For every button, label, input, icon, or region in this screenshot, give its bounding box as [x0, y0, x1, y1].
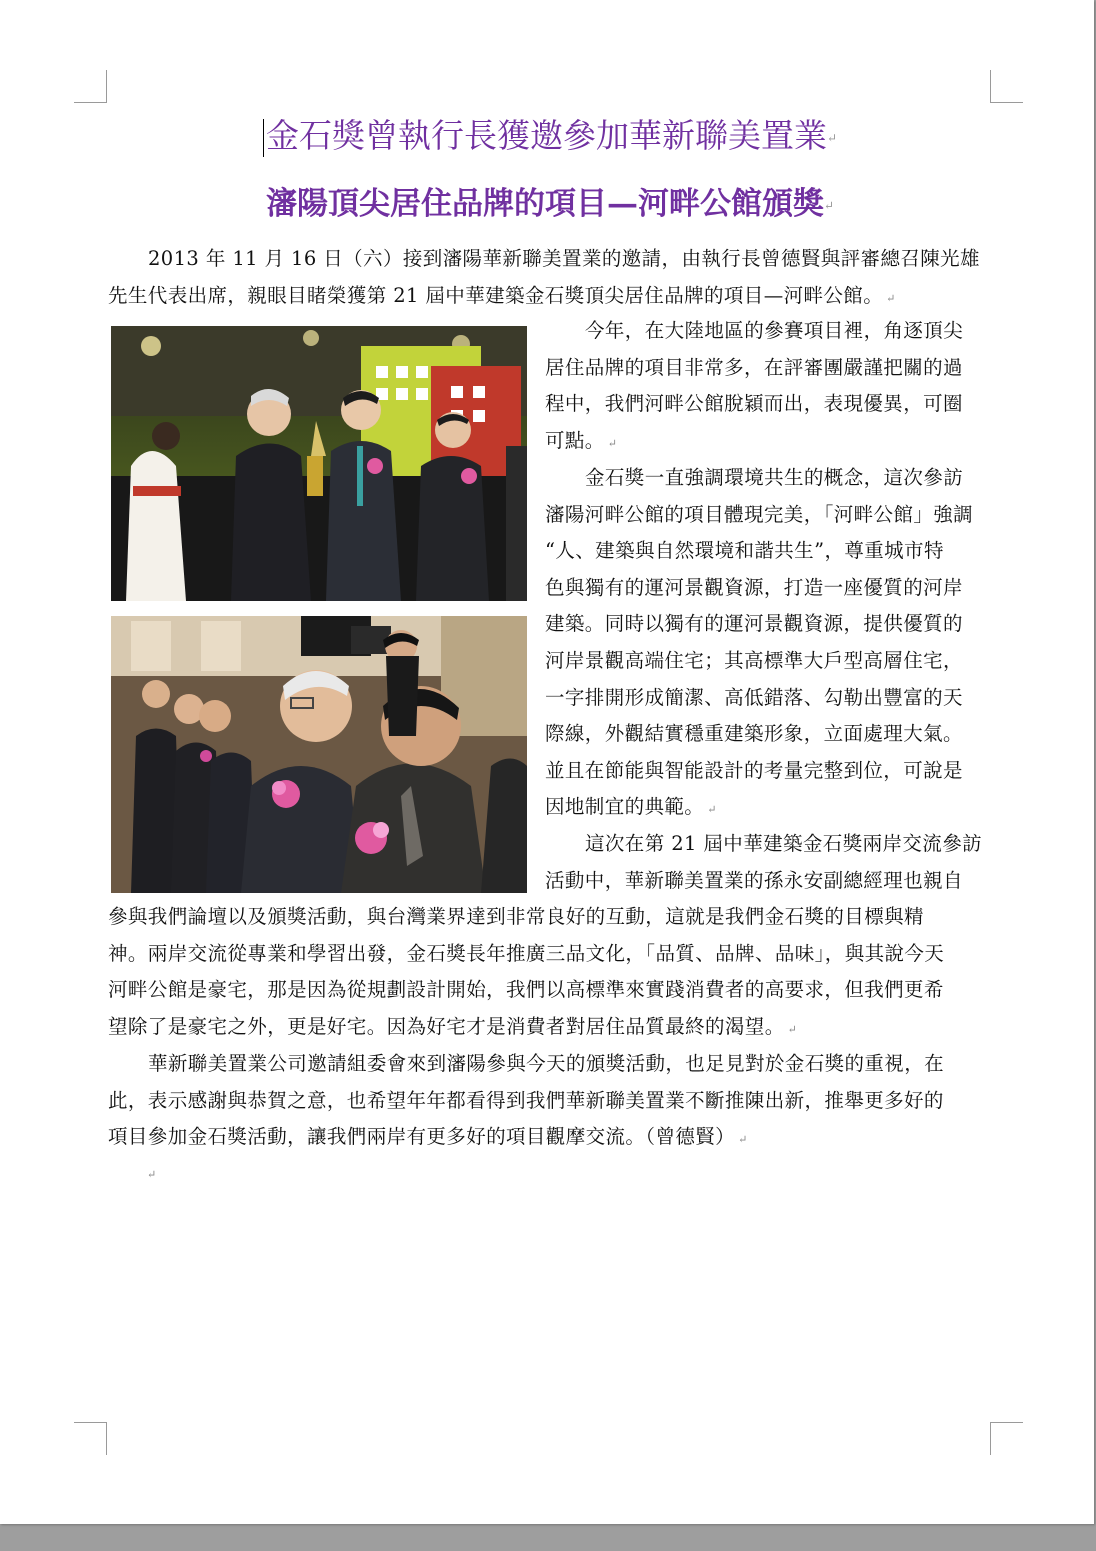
text-line: 河畔公館是豪宅，那是因為從規劃設計開始，我們以高標準來實踐消費者的高要求，但我們更希 — [108, 978, 944, 1002]
paragraph-4[interactable] — [108, 1046, 992, 1156]
text-line: 神。兩岸交流從專業和學習出發，金石獎長年推廣三品文化，「品質、品牌、品味」，與其說今天 — [108, 941, 945, 965]
paragraph-mark-icon: ↵ — [823, 198, 835, 213]
text-line: 項目參加金石獎活動，讓我們兩岸有更多好的項目觀摩交流。（曾德賢） ↵ — [108, 1125, 748, 1149]
text-line: 這次在第 21 屆中華建築金石獎兩岸交流參訪 — [585, 832, 983, 855]
text-line: 因地制宜的典範。 ↵ — [545, 795, 717, 819]
paragraph-3-continued[interactable] — [108, 899, 992, 1045]
document-title[interactable] — [108, 114, 992, 160]
crop-mark-top-right — [990, 70, 1023, 103]
text-line: 活動中，華新聯美置業的孫永安副總經理也親自 — [545, 868, 963, 892]
text-line: 此，表示感謝與恭賀之意，也希望年年都看得到我們華新聯美置業不斷推陳出新，推舉更多好的 — [108, 1088, 944, 1112]
text-line: 華新聯美置業公司邀請組委會來到瀋陽參與今天的頒獎活動，也足見對於金石獎的重視，在 — [148, 1052, 945, 1075]
paragraph-mark-icon: ↵ — [738, 1133, 748, 1147]
paragraph-mark-icon: ↵ — [607, 436, 618, 450]
award-ceremony-photo[interactable] — [111, 326, 527, 601]
crop-mark-top-left — [74, 70, 107, 103]
paragraph-3[interactable] — [545, 826, 993, 899]
text-line: 際線，外觀結實穩重建築形象，立面處理大氣。 — [545, 722, 963, 746]
text-cursor — [263, 119, 264, 157]
text-line: 色與獨有的運河景觀資源，打造一座優質的河岸 — [545, 575, 963, 599]
crop-mark-bottom-left — [74, 1422, 107, 1455]
paragraph-mark-icon: ↵ — [787, 1022, 798, 1036]
text-line: 參與我們論壇以及頒獎活動，與台灣業界達到非常良好的互動，這就是我們金石獎的目標與精 — [108, 905, 924, 928]
title-line-1: 金石獎曾執行長獲邀參加華新聯美置業 — [265, 116, 827, 155]
title-line-2: 瀋陽頂尖居住品牌的項目—河畔公館頒獎 — [265, 186, 824, 222]
text-line: 今年，在大陸地區的參賽項目裡，角逐頂尖 — [585, 319, 964, 342]
text-line: 望除了是豪宅之外，更是好宅。因為好宅才是消費者對居住品質最終的渴望。 ↵ — [108, 1014, 798, 1038]
paragraph-1[interactable] — [545, 313, 993, 459]
paragraph-mark-icon: ↵ — [826, 131, 838, 145]
intro-paragraph[interactable] — [108, 241, 992, 314]
paragraph-mark-icon: ↵ — [707, 803, 717, 817]
text-line: 一字排開形成簡潔、高低錯落、勾勒出豐富的天 — [545, 685, 963, 709]
text-line: 可點。 ↵ — [545, 428, 618, 452]
paragraph-2[interactable] — [545, 460, 993, 826]
text-line: 居住品牌的項目非常多，在評審團嚴謹把關的過 — [545, 355, 963, 379]
intro-line: 先生代表出席，親眼目睹榮獲第 21 屆中華建築金石獎頂尖居住品牌的項目—河畔公館。 ↵ — [108, 283, 896, 307]
text-line: 建築。同時以獨有的運河景觀資源，提供優質的 — [545, 612, 963, 636]
text-line: 程中，我們河畔公館脫穎而出，表現優異，可圈 — [545, 392, 963, 416]
intro-line: 2013 年 11 月 16 日（六）接到瀋陽華新聯美置業的邀請，由執行長曾德賢與評審總召陳光雄 — [148, 247, 980, 270]
paragraph-mark-icon: ↵ — [886, 291, 896, 305]
paragraph-mark-icon: ↵ — [147, 1168, 157, 1181]
text-line: “人、建築與自然環境和諧共生”，尊重城市特 — [545, 539, 944, 563]
text-line: 瀋陽河畔公館的項目體現完美，「河畔公館」強調 — [545, 502, 974, 526]
text-line: 河岸景觀高端住宅；其高標準大戶型高層住宅， — [545, 648, 963, 672]
audience-photo[interactable] — [111, 616, 527, 893]
crop-mark-bottom-right — [990, 1422, 1023, 1455]
text-line: 並且在節能與智能設計的考量完整到位，可說是 — [545, 758, 963, 782]
text-line: 金石獎一直強調環境共生的概念，這次參訪 — [585, 466, 964, 489]
document-subtitle[interactable] — [108, 182, 992, 228]
